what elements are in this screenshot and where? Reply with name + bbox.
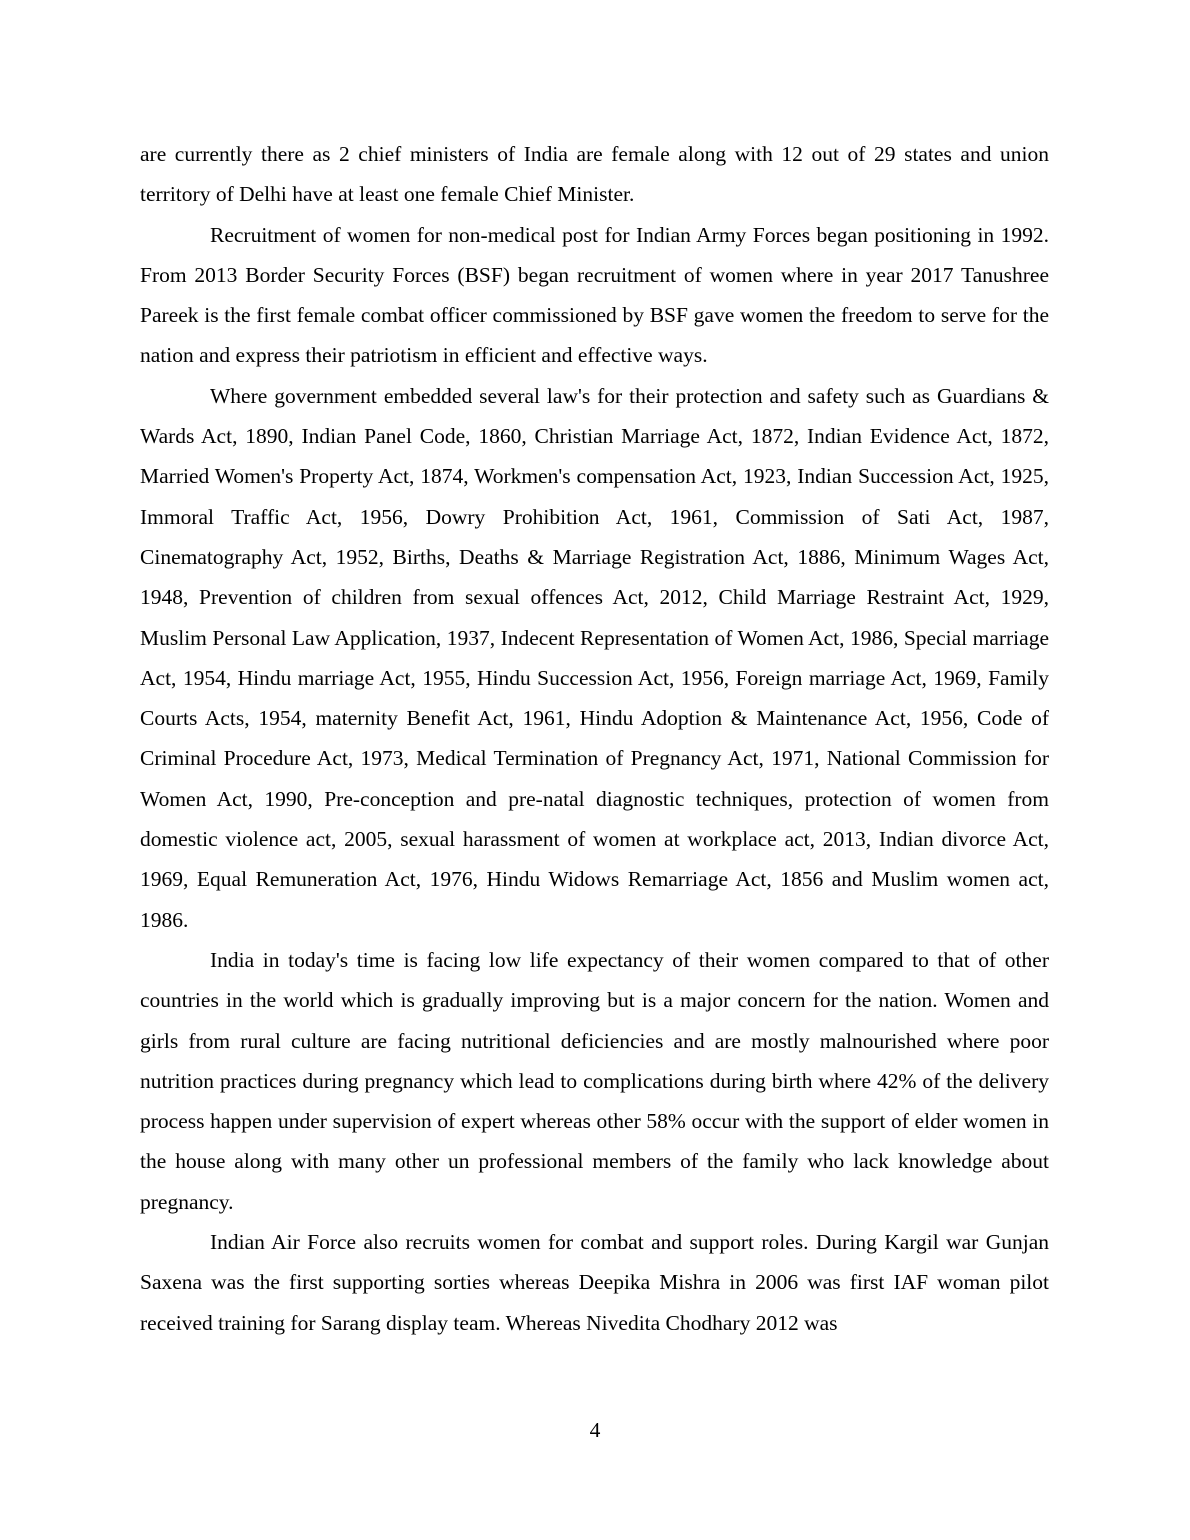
body-text (140, 134, 1049, 1343)
paragraph-4: India in today's time is facing low life expectancy of their women compared to that of other countries in the world which is gradually improving but is a major concern for the nation. Women and girls from rural culture are facing nutritional deficiencies and are mostly malnourished where poor nutrition practices during pregnancy which lead to complications during birth where 42% of the delivery process happen under supervision of expert whereas other 58% occur with the support of elder women in the house along with many other un professional members of the family who lack knowledge about pregnancy. (140, 947, 1049, 1214)
paragraph-1: are currently there as 2 chief ministers of India are female along with 12 out of 29 states and union territory of Delhi have at least one female Chief Minister. (140, 142, 1049, 207)
page-number: 4 (589, 1418, 601, 1442)
paragraph-3: Where government embedded several law's for their protection and safety such as Guardians & Wards Act, 1890, Indian Panel Code, 1860, Christian Marriage Act, 1872, Indian Evidence Act, 1872, Married Women's Property Act, 1874, Workmen's compensation Act, 1923, Indian Succession Act, 1925, Immoral Traffic Act, 1956, Dowry Prohibition Act, 1961, Commission of Sati Act, 1987, Cinematography Act, 1952, Births, Deaths & Marriage Registration Act, 1886, Minimum Wages Act, 1948, Prevention of children from sexual offences Act, 2012, Child Marriage Restraint Act, 1929, Muslim Personal Law Application, 1937, Indecent Representation of Women Act, 1986, Special marriage Act, 1954, Hindu marriage Act, 1955, Hindu Succession Act, 1956, Foreign marriage Act, 1969, Family Courts Acts, 1954, maternity Benefit Act, 1961, Hindu Adoption & Maintenance Act, 1956, Code of Criminal Procedure Act, 1973, Medical Termination of Pregnancy Act, 1971, National Commission for Women Act, 1990, Pre-conception and pre-natal diagnostic techniques, protection of women from domestic violence act, 2005, sexual harassment of women at workplace act, 2013, Indian divorce Act, 1969, Equal Remuneration Act, 1976, Hindu Widows Remarriage Act, 1856 and Muslim women act, 1986. (140, 383, 1049, 932)
paragraph-2: Recruitment of women for non-medical post for Indian Army Forces began positioning in 1992. From 2013 Border Security Forces (BSF) began recruitment of women where in year 2017 Tanushree Pareek is the first female combat officer commissioned by BSF gave women the freedom to serve for the nation and express their patriotism in efficient and effective ways. (140, 222, 1049, 368)
paragraph-5: Indian Air Force also recruits women for combat and support roles. During Kargil war Gunjan Saxena was the first supporting sorties whereas Deepika Mishra in 2006 was first IAF woman pilot received training for Sarang display team. Whereas Nivedita Chodhary 2012 was (140, 1230, 1049, 1335)
